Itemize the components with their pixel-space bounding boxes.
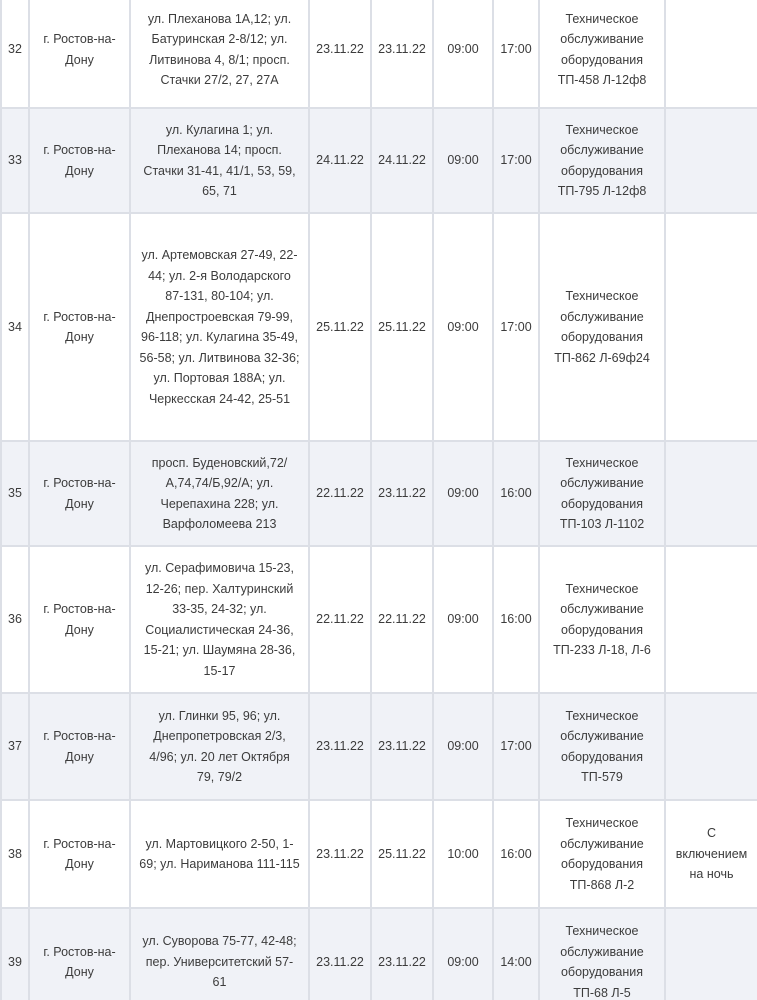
reason-cell: Техническое обслуживание оборудования ТП-233 Л-18, Л-6	[539, 546, 665, 693]
reason-cell: Техническое обслуживание оборудования ТП-68 Л-5	[539, 908, 665, 1000]
note-cell	[665, 546, 757, 693]
date-end-cell: 23.11.22	[371, 441, 433, 546]
date-end-cell: 22.11.22	[371, 546, 433, 693]
time-start-cell: 09:00	[433, 108, 493, 213]
row-number: 39	[1, 908, 29, 1000]
time-end-cell: 14:00	[493, 908, 539, 1000]
time-start-cell: 09:00	[433, 0, 493, 108]
date-start-cell: 22.11.22	[309, 546, 371, 693]
date-end-cell: 25.11.22	[371, 800, 433, 908]
time-end-cell: 16:00	[493, 800, 539, 908]
date-end-cell: 23.11.22	[371, 693, 433, 800]
reason-cell: Техническое обслуживание оборудования ТП-103 Л-1102	[539, 441, 665, 546]
time-end-cell: 16:00	[493, 441, 539, 546]
address-cell: ул. Мартовицкого 2-50, 1-69; ул. Нариманова 111-115	[130, 800, 309, 908]
date-end-cell: 25.11.22	[371, 213, 433, 441]
note-cell: С включением на ночь	[665, 800, 757, 908]
address-cell: ул. Суворова 75-77, 42-48; пер. Университетский 57-61	[130, 908, 309, 1000]
reason-cell: Техническое обслуживание оборудования ТП-458 Л-12ф8	[539, 0, 665, 108]
time-end-cell: 17:00	[493, 693, 539, 800]
table-row	[1, 108, 757, 213]
row-number: 37	[1, 693, 29, 800]
address-cell: ул. Глинки 95, 96; ул. Днепропетровская 2/3, 4/96; ул. 20 лет Октября 79, 79/2	[130, 693, 309, 800]
time-start-cell: 09:00	[433, 213, 493, 441]
table-row	[1, 0, 757, 108]
city-cell: г. Ростов-на-Дону	[29, 441, 130, 546]
date-start-cell: 23.11.22	[309, 908, 371, 1000]
row-number: 35	[1, 441, 29, 546]
date-start-cell: 23.11.22	[309, 800, 371, 908]
time-end-cell: 17:00	[493, 108, 539, 213]
row-number: 38	[1, 800, 29, 908]
date-end-cell: 24.11.22	[371, 108, 433, 213]
city-cell: г. Ростов-на-Дону	[29, 213, 130, 441]
note-cell	[665, 693, 757, 800]
row-number: 34	[1, 213, 29, 441]
city-cell: г. Ростов-на-Дону	[29, 0, 130, 108]
outage-table-body	[1, 0, 757, 1000]
date-end-cell: 23.11.22	[371, 908, 433, 1000]
row-number: 36	[1, 546, 29, 693]
date-start-cell: 22.11.22	[309, 441, 371, 546]
reason-cell: Техническое обслуживание оборудования ТП-862 Л-69ф24	[539, 213, 665, 441]
table-row	[1, 693, 757, 800]
table-row	[1, 908, 757, 1000]
note-cell	[665, 108, 757, 213]
reason-cell: Техническое обслуживание оборудования ТП-795 Л-12ф8	[539, 108, 665, 213]
note-cell	[665, 213, 757, 441]
note-cell	[665, 0, 757, 108]
time-end-cell: 17:00	[493, 0, 539, 108]
city-cell: г. Ростов-на-Дону	[29, 800, 130, 908]
time-start-cell: 09:00	[433, 546, 493, 693]
note-cell	[665, 908, 757, 1000]
date-start-cell: 24.11.22	[309, 108, 371, 213]
note-cell	[665, 441, 757, 546]
date-start-cell: 23.11.22	[309, 0, 371, 108]
table-row	[1, 213, 757, 441]
table-row	[1, 441, 757, 546]
address-cell: ул. Серафимовича 15-23, 12-26; пер. Халтуринский 33-35, 24-32; ул. Социалистическая 24-36, 15-21; ул. Шаумяна 28-36, 15-17	[130, 546, 309, 693]
city-cell: г. Ростов-на-Дону	[29, 108, 130, 213]
date-start-cell: 25.11.22	[309, 213, 371, 441]
address-cell: ул. Артемовская 27-49, 22-44; ул. 2-я Володарского 87-131, 80-104; ул. Днепростроевская 79-99, 96-118; ул. Кулагина 35-49, 56-58; ул. Литвинова 32-36; ул. Портовая 188А; ул. Черкесская 24-42, 25-51	[130, 213, 309, 441]
city-cell: г. Ростов-на-Дону	[29, 546, 130, 693]
time-end-cell: 17:00	[493, 213, 539, 441]
address-cell: ул. Кулагина 1; ул. Плеханова 14; просп. Стачки 31-41, 41/1, 53, 59, 65, 71	[130, 108, 309, 213]
date-end-cell: 23.11.22	[371, 0, 433, 108]
table-row	[1, 800, 757, 908]
time-start-cell: 09:00	[433, 693, 493, 800]
time-start-cell: 09:00	[433, 908, 493, 1000]
city-cell: г. Ростов-на-Дону	[29, 908, 130, 1000]
time-end-cell: 16:00	[493, 546, 539, 693]
city-cell: г. Ростов-на-Дону	[29, 693, 130, 800]
address-cell: просп. Буденовский,72/А,74,74/Б,92/А; ул. Черепахина 228; ул. Варфоломеева 213	[130, 441, 309, 546]
time-start-cell: 09:00	[433, 441, 493, 546]
date-start-cell: 23.11.22	[309, 693, 371, 800]
row-number: 33	[1, 108, 29, 213]
reason-cell: Техническое обслуживание оборудования ТП-579	[539, 693, 665, 800]
row-number: 32	[1, 0, 29, 108]
reason-cell: Техническое обслуживание оборудования ТП-868 Л-2	[539, 800, 665, 908]
time-start-cell: 10:00	[433, 800, 493, 908]
table-row	[1, 546, 757, 693]
address-cell: ул. Плеханова 1А,12; ул. Батуринская 2-8/12; ул. Литвинова 4, 8/1; просп. Стачки 27/2, 27, 27А	[130, 0, 309, 108]
